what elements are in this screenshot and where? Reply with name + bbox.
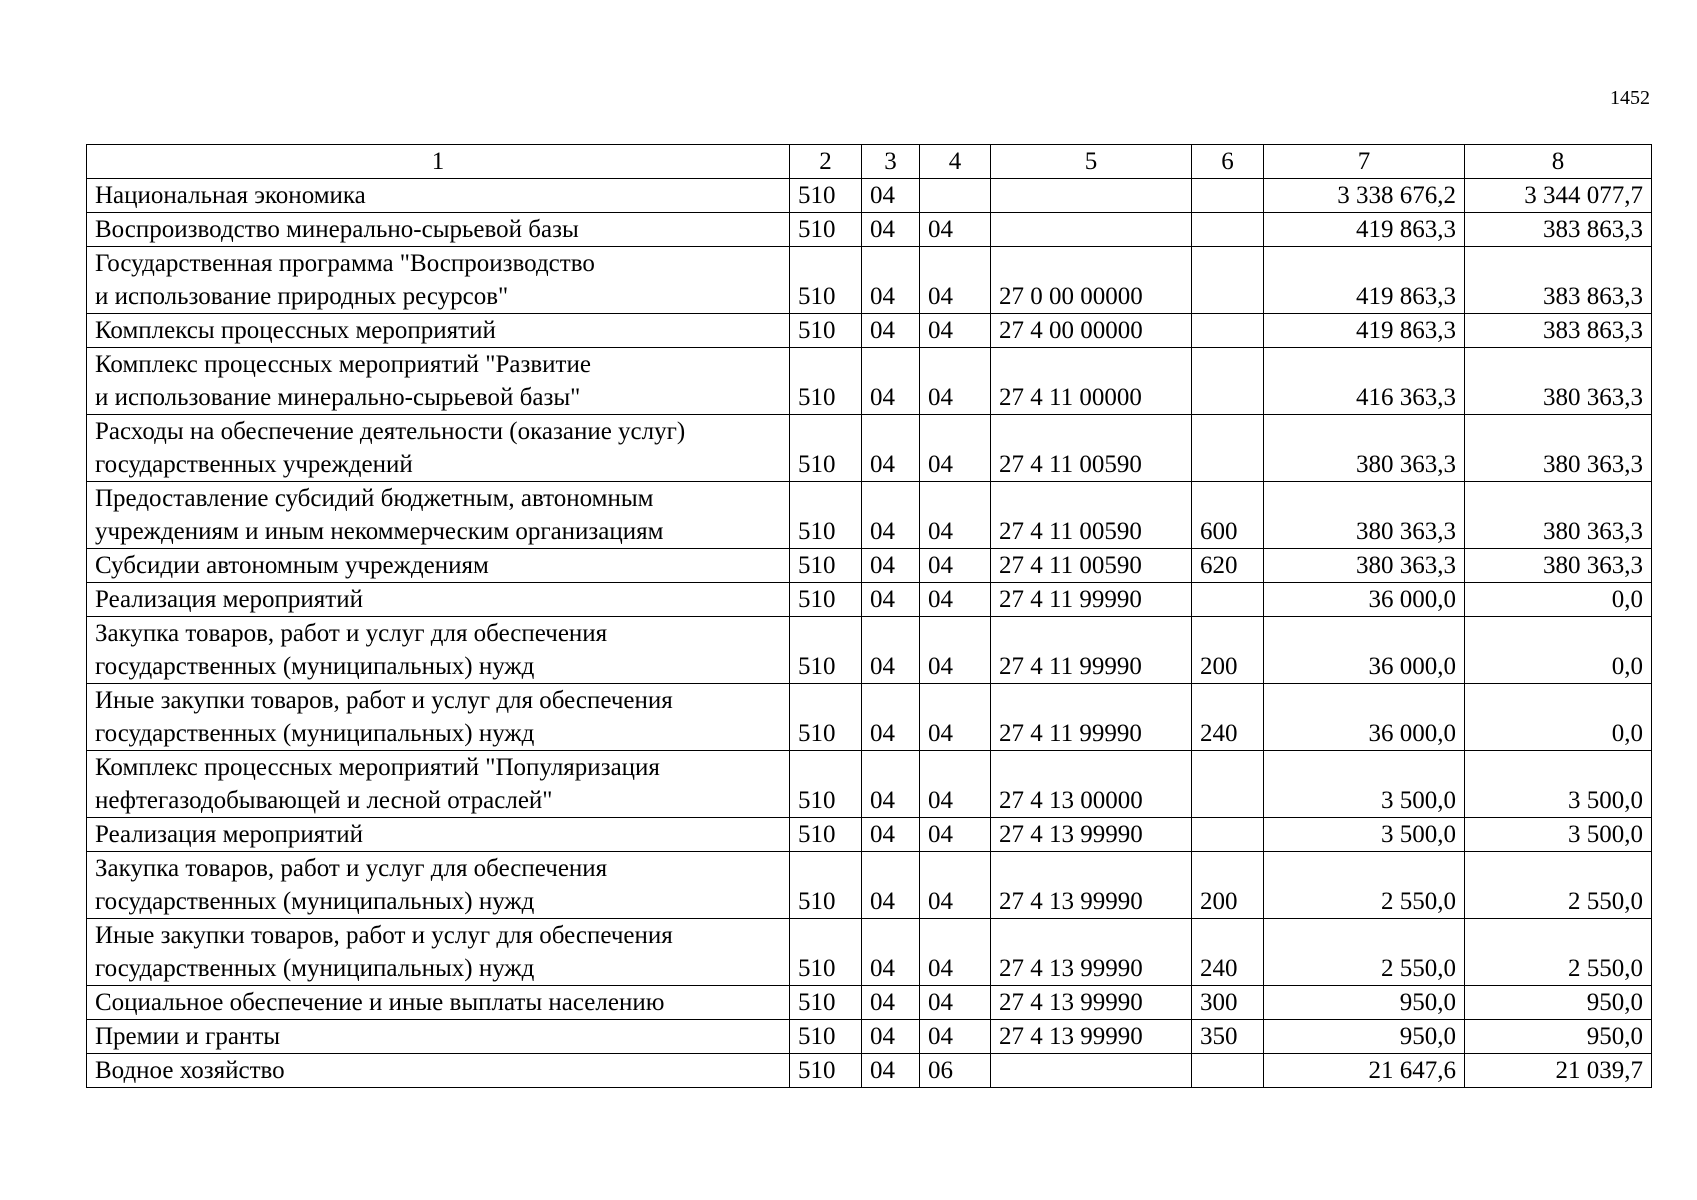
cell-item-name [87, 818, 790, 852]
cell-amount-year-2: 380 363,3 [1465, 549, 1652, 583]
table-row [87, 314, 1652, 348]
cell-expense-type [1192, 247, 1264, 314]
cell-amount-year-1: 950,0 [1264, 986, 1465, 1020]
item-name-line: государственных (муниципальных) нужд [95, 888, 535, 915]
cell-expense-type [1192, 415, 1264, 482]
cell-target-article: 27 4 11 00590 [991, 549, 1192, 583]
cell-expense-type [1192, 1054, 1264, 1088]
cell-subsection-code: 04 [920, 684, 991, 751]
cell-ministry-code: 510 [790, 482, 862, 549]
cell-expense-type [1192, 348, 1264, 415]
cell-section-code: 04 [862, 617, 920, 684]
table-row [87, 247, 1652, 314]
cell-amount-year-2: 383 863,3 [1465, 314, 1652, 348]
cell-section-code: 04 [862, 751, 920, 818]
cell-amount-year-2: 3 344 077,7 [1465, 179, 1652, 213]
cell-amount-year-2: 383 863,3 [1465, 213, 1652, 247]
cell-subsection-code: 04 [920, 247, 991, 314]
table-row [87, 415, 1652, 482]
cell-ministry-code: 510 [790, 314, 862, 348]
table-row [87, 583, 1652, 617]
cell-item-name [87, 179, 790, 213]
cell-amount-year-1: 419 863,3 [1264, 314, 1465, 348]
page-number: 1452 [1610, 87, 1650, 109]
cell-subsection-code: 04 [920, 751, 991, 818]
cell-target-article [991, 179, 1192, 213]
cell-ministry-code: 510 [790, 818, 862, 852]
cell-amount-year-2: 2 550,0 [1465, 919, 1652, 986]
cell-amount-year-2: 3 500,0 [1465, 818, 1652, 852]
cell-subsection-code: 04 [920, 583, 991, 617]
column-header: 2 [790, 145, 862, 179]
cell-ministry-code: 510 [790, 549, 862, 583]
cell-amount-year-2: 950,0 [1465, 1020, 1652, 1054]
table-row [87, 348, 1652, 415]
cell-amount-year-1: 419 863,3 [1264, 247, 1465, 314]
item-name-line: государственных учреждений [95, 451, 413, 478]
cell-ministry-code: 510 [790, 751, 862, 818]
cell-section-code: 04 [862, 179, 920, 213]
cell-item-name [87, 314, 790, 348]
cell-target-article: 27 4 11 99990 [991, 617, 1192, 684]
column-header: 5 [991, 145, 1192, 179]
table-row [87, 852, 1652, 919]
header-row [87, 145, 1652, 179]
cell-amount-year-2: 0,0 [1465, 617, 1652, 684]
cell-section-code: 04 [862, 1020, 920, 1054]
cell-expense-type: 350 [1192, 1020, 1264, 1054]
table-row [87, 1020, 1652, 1054]
cell-target-article [991, 1054, 1192, 1088]
table-row [87, 213, 1652, 247]
item-name-line: Иные закупки товаров, работ и услуг для обеспечения [95, 922, 673, 949]
cell-target-article [991, 213, 1192, 247]
cell-ministry-code: 510 [790, 852, 862, 919]
table-row [87, 818, 1652, 852]
item-name-line: Реализация мероприятий [95, 586, 363, 613]
cell-section-code: 04 [862, 549, 920, 583]
cell-expense-type: 240 [1192, 684, 1264, 751]
cell-amount-year-2: 380 363,3 [1465, 348, 1652, 415]
cell-target-article: 27 4 11 00590 [991, 482, 1192, 549]
item-name-line: Комплекс процессных мероприятий "Популяризация [95, 754, 660, 781]
column-header: 6 [1192, 145, 1264, 179]
cell-item-name [87, 213, 790, 247]
item-name-line: Государственная программа "Воспроизводство [95, 250, 595, 277]
cell-section-code: 04 [862, 852, 920, 919]
cell-subsection-code: 04 [920, 314, 991, 348]
cell-item-name [87, 986, 790, 1020]
cell-item-name [87, 1020, 790, 1054]
cell-ministry-code: 510 [790, 1054, 862, 1088]
item-name-line: Реализация мероприятий [95, 821, 363, 848]
cell-amount-year-1: 3 338 676,2 [1264, 179, 1465, 213]
cell-item-name [87, 1054, 790, 1088]
cell-expense-type: 300 [1192, 986, 1264, 1020]
cell-section-code: 04 [862, 482, 920, 549]
item-name-line: Водное хозяйство [95, 1057, 285, 1084]
cell-section-code: 04 [862, 314, 920, 348]
cell-section-code: 04 [862, 247, 920, 314]
item-name-line: учреждениям и иным некоммерческим организациям [95, 518, 664, 545]
cell-amount-year-1: 380 363,3 [1264, 549, 1465, 583]
cell-subsection-code: 04 [920, 348, 991, 415]
column-header: 1 [87, 145, 790, 179]
cell-target-article: 27 4 11 00000 [991, 348, 1192, 415]
cell-ministry-code: 510 [790, 617, 862, 684]
cell-item-name [87, 583, 790, 617]
cell-target-article: 27 0 00 00000 [991, 247, 1192, 314]
cell-target-article: 27 4 13 99990 [991, 919, 1192, 986]
cell-expense-type: 200 [1192, 852, 1264, 919]
column-header: 8 [1465, 145, 1652, 179]
cell-item-name [87, 919, 790, 986]
table-row [87, 482, 1652, 549]
item-name-line: государственных (муниципальных) нужд [95, 955, 535, 982]
cell-subsection-code: 04 [920, 549, 991, 583]
cell-target-article: 27 4 13 99990 [991, 1020, 1192, 1054]
cell-amount-year-2: 383 863,3 [1465, 247, 1652, 314]
item-name-line: Воспроизводство минерально-сырьевой базы [95, 216, 579, 243]
cell-expense-type [1192, 818, 1264, 852]
cell-item-name [87, 348, 790, 415]
cell-ministry-code: 510 [790, 213, 862, 247]
cell-item-name [87, 247, 790, 314]
cell-amount-year-1: 3 500,0 [1264, 751, 1465, 818]
cell-expense-type: 200 [1192, 617, 1264, 684]
cell-expense-type: 240 [1192, 919, 1264, 986]
cell-ministry-code: 510 [790, 684, 862, 751]
item-name-line: и использование минерально-сырьевой базы" [95, 384, 581, 411]
cell-item-name [87, 549, 790, 583]
budget-table [86, 144, 1652, 1088]
cell-section-code: 04 [862, 415, 920, 482]
cell-amount-year-2: 21 039,7 [1465, 1054, 1652, 1088]
cell-expense-type [1192, 213, 1264, 247]
column-header: 3 [862, 145, 920, 179]
cell-item-name [87, 482, 790, 549]
cell-subsection-code: 04 [920, 415, 991, 482]
table-row [87, 751, 1652, 818]
cell-amount-year-2: 380 363,3 [1465, 482, 1652, 549]
cell-target-article: 27 4 13 99990 [991, 852, 1192, 919]
cell-amount-year-2: 0,0 [1465, 583, 1652, 617]
cell-expense-type: 600 [1192, 482, 1264, 549]
cell-item-name [87, 852, 790, 919]
cell-section-code: 04 [862, 213, 920, 247]
item-name-line: Предоставление субсидий бюджетным, автономным [95, 485, 654, 512]
cell-ministry-code: 510 [790, 247, 862, 314]
item-name-line: Социальное обеспечение и иные выплаты населению [95, 989, 665, 1016]
cell-amount-year-2: 380 363,3 [1465, 415, 1652, 482]
table-row [87, 919, 1652, 986]
cell-ministry-code: 510 [790, 415, 862, 482]
item-name-line: Иные закупки товаров, работ и услуг для обеспечения [95, 687, 673, 714]
cell-amount-year-2: 3 500,0 [1465, 751, 1652, 818]
cell-amount-year-1: 21 647,6 [1264, 1054, 1465, 1088]
item-name-line: Расходы на обеспечение деятельности (оказание услуг) [95, 418, 686, 445]
cell-section-code: 04 [862, 986, 920, 1020]
cell-section-code: 04 [862, 684, 920, 751]
item-name-line: Закупка товаров, работ и услуг для обеспечения [95, 855, 608, 882]
cell-subsection-code: 04 [920, 919, 991, 986]
cell-item-name [87, 617, 790, 684]
cell-target-article: 27 4 11 00590 [991, 415, 1192, 482]
item-name-line: Премии и гранты [95, 1023, 281, 1050]
item-name-line: Комплекс процессных мероприятий "Развитие [95, 351, 591, 378]
cell-target-article: 27 4 11 99990 [991, 583, 1192, 617]
cell-expense-type [1192, 314, 1264, 348]
cell-amount-year-1: 36 000,0 [1264, 684, 1465, 751]
cell-expense-type [1192, 583, 1264, 617]
cell-section-code: 04 [862, 348, 920, 415]
cell-subsection-code: 04 [920, 617, 991, 684]
item-name-line: государственных (муниципальных) нужд [95, 653, 535, 680]
cell-target-article: 27 4 00 00000 [991, 314, 1192, 348]
cell-amount-year-1: 380 363,3 [1264, 415, 1465, 482]
cell-section-code: 04 [862, 919, 920, 986]
cell-ministry-code: 510 [790, 348, 862, 415]
cell-ministry-code: 510 [790, 179, 862, 213]
cell-subsection-code: 04 [920, 852, 991, 919]
cell-subsection-code: 04 [920, 1020, 991, 1054]
cell-ministry-code: 510 [790, 1020, 862, 1054]
cell-section-code: 04 [862, 583, 920, 617]
item-name-line: государственных (муниципальных) нужд [95, 720, 535, 747]
column-header: 7 [1264, 145, 1465, 179]
cell-amount-year-2: 0,0 [1465, 684, 1652, 751]
cell-target-article: 27 4 11 99990 [991, 684, 1192, 751]
cell-section-code: 04 [862, 818, 920, 852]
cell-target-article: 27 4 13 99990 [991, 818, 1192, 852]
cell-subsection-code: 04 [920, 986, 991, 1020]
cell-section-code: 04 [862, 1054, 920, 1088]
table-row [87, 1054, 1652, 1088]
item-name-line: Закупка товаров, работ и услуг для обеспечения [95, 620, 608, 647]
cell-subsection-code: 06 [920, 1054, 991, 1088]
cell-subsection-code: 04 [920, 482, 991, 549]
cell-subsection-code: 04 [920, 818, 991, 852]
table-row [87, 549, 1652, 583]
item-name-line: Субсидии автономным учреждениям [95, 552, 489, 579]
cell-subsection-code [920, 179, 991, 213]
cell-ministry-code: 510 [790, 583, 862, 617]
column-header: 4 [920, 145, 991, 179]
cell-item-name [87, 751, 790, 818]
cell-amount-year-1: 419 863,3 [1264, 213, 1465, 247]
cell-ministry-code: 510 [790, 919, 862, 986]
item-name-line: и использование природных ресурсов" [95, 283, 509, 310]
item-name-line: нефтегазодобывающей и лесной отраслей" [95, 787, 553, 814]
cell-amount-year-1: 36 000,0 [1264, 617, 1465, 684]
cell-amount-year-1: 2 550,0 [1264, 919, 1465, 986]
cell-item-name [87, 684, 790, 751]
table-row [87, 986, 1652, 1020]
cell-amount-year-2: 950,0 [1465, 986, 1652, 1020]
cell-amount-year-1: 2 550,0 [1264, 852, 1465, 919]
cell-amount-year-2: 2 550,0 [1465, 852, 1652, 919]
cell-subsection-code: 04 [920, 213, 991, 247]
item-name-line: Национальная экономика [95, 182, 366, 209]
cell-amount-year-1: 950,0 [1264, 1020, 1465, 1054]
cell-amount-year-1: 416 363,3 [1264, 348, 1465, 415]
cell-item-name [87, 415, 790, 482]
table-row [87, 617, 1652, 684]
cell-ministry-code: 510 [790, 986, 862, 1020]
cell-expense-type: 620 [1192, 549, 1264, 583]
cell-amount-year-1: 380 363,3 [1264, 482, 1465, 549]
table-body [87, 179, 1652, 1088]
cell-expense-type [1192, 179, 1264, 213]
cell-expense-type [1192, 751, 1264, 818]
cell-target-article: 27 4 13 00000 [991, 751, 1192, 818]
cell-amount-year-1: 36 000,0 [1264, 583, 1465, 617]
cell-amount-year-1: 3 500,0 [1264, 818, 1465, 852]
table-row [87, 179, 1652, 213]
table-row [87, 684, 1652, 751]
item-name-line: Комплексы процессных мероприятий [95, 317, 496, 344]
cell-target-article: 27 4 13 99990 [991, 986, 1192, 1020]
